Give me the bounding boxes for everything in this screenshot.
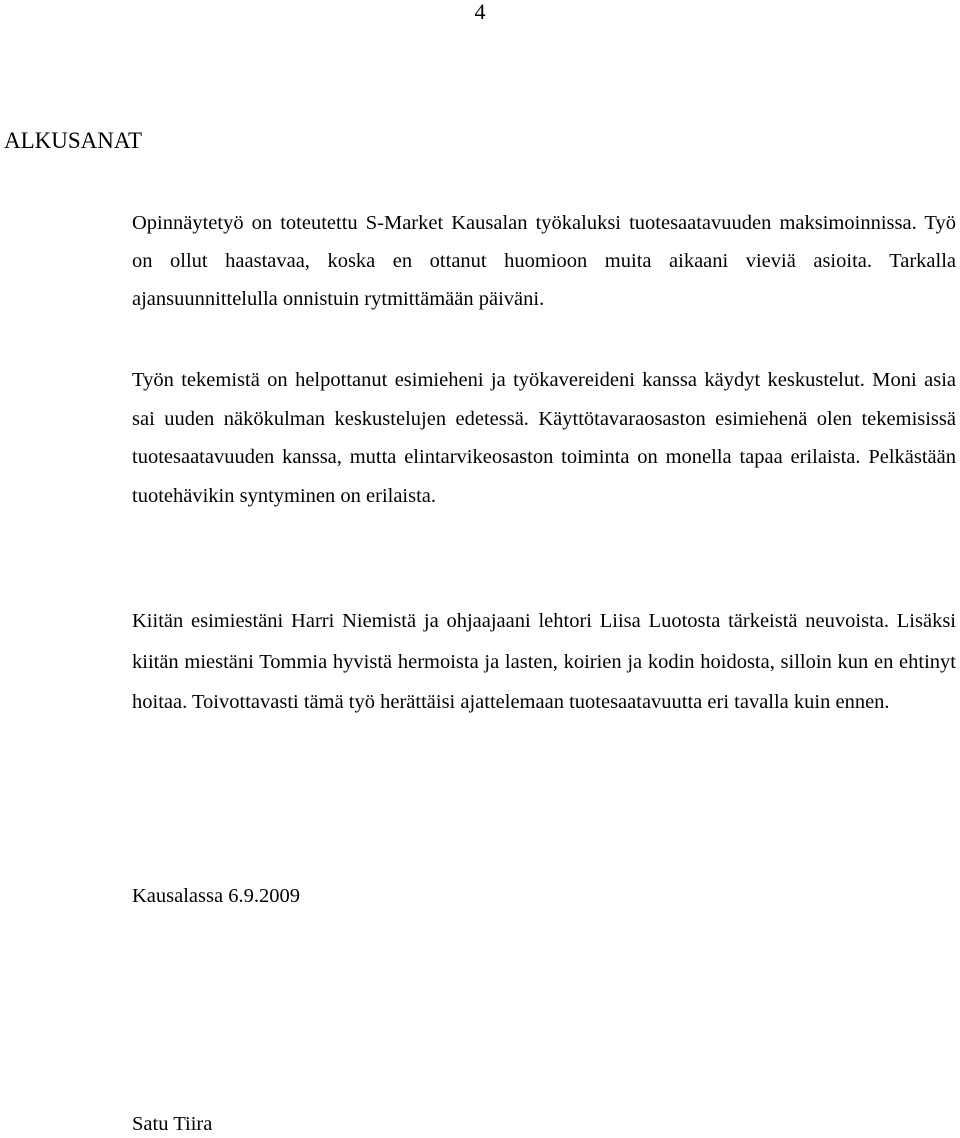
paragraph-1: Opinnäytetyö on toteutettu S-Market Kausalan työkaluksi tuotesaatavuuden maksimoinnissa. Työ on ollut haastavaa, koska en ottanut huomioon muita aikaani vieviä asioita. Tarkalla ajansuunnittelulla onnistuin rytmittämään päiväni.	[132, 212, 956, 310]
page-number: 4	[474, 0, 486, 24]
page-title: ALKUSANAT	[4, 128, 142, 153]
paragraph-2: Työn tekemistä on helpottanut esimieheni ja työkavereideni kanssa käydyt keskustelut. Moni asia sai uuden näkökulman keskustelujen edetessä. Käyttötavaraosaston esimiehenä olen tekemisissä tuotesaatavuuden kanssa, mutta elintarvikeosaston toiminta on monella tapaa erilaista. Pelkästään tuotehävikin syntyminen on erilaista.	[132, 369, 956, 507]
paragraph-3: Kiitän esimiestäni Harri Niemistä ja ohjaajaani lehtori Liisa Luotosta tärkeistä neuvoista. Lisäksi kiitän miestäni Tommia hyvistä hermoista ja lasten, koirien ja kodin hoidosta, silloin kun en ehtinyt hoitaa. Toivottavasti tämä työ herättäisi ajattelemaan tuotesaatavuutta eri tavalla kuin ennen.	[132, 610, 956, 714]
date-line: Kausalassa 6.9.2009	[132, 885, 300, 907]
signature-name: Satu Tiira	[132, 1113, 213, 1135]
